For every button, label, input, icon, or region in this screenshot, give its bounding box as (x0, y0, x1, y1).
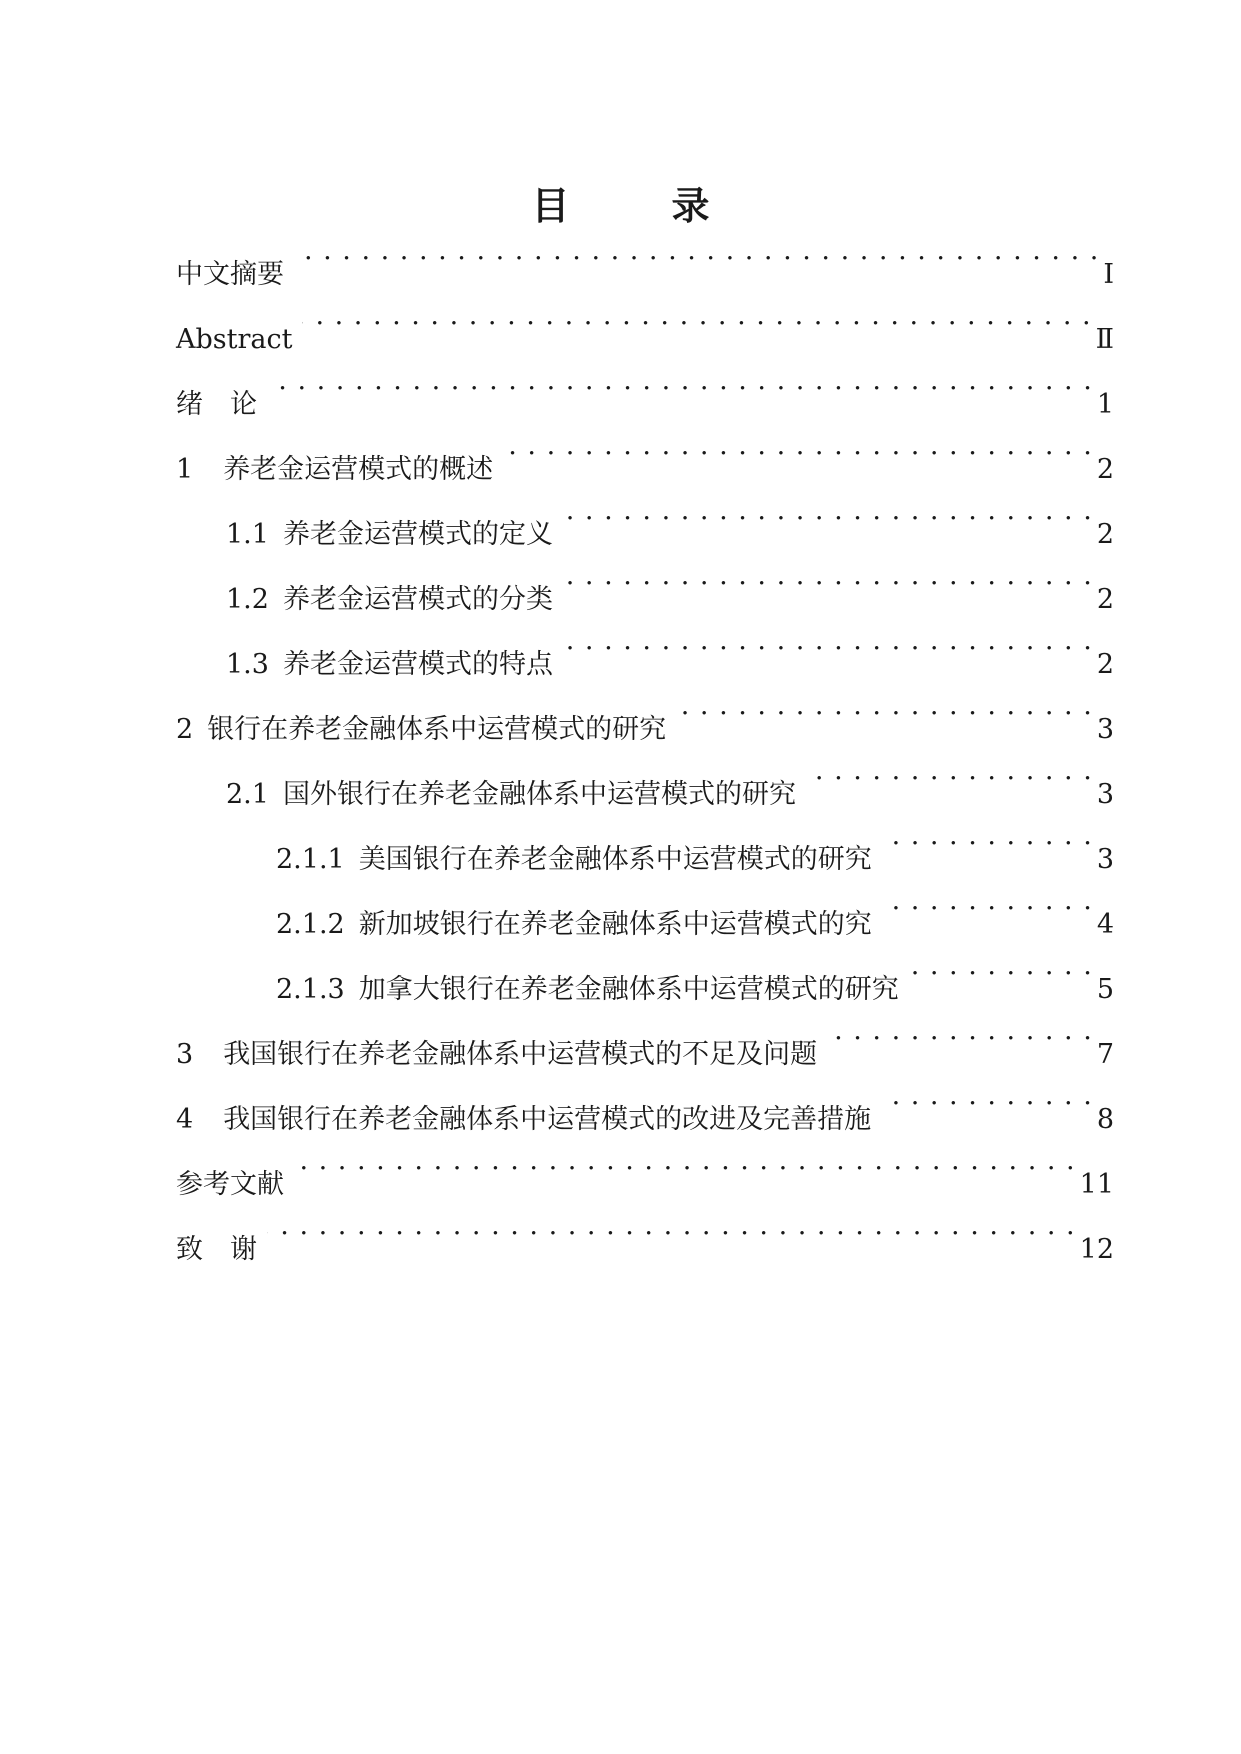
toc-entry-label: 养老金运营模式的概述 (223, 454, 494, 485)
toc-entry-label: 新加坡银行在养老金融体系中运营模式的究 (358, 909, 872, 940)
toc-entry-label: 加拿大银行在养老金融体系中运营模式的研究 (358, 974, 899, 1005)
toc-entry-page: 4 (1096, 909, 1114, 940)
toc-entry-page: 2 (1096, 454, 1114, 485)
toc-entry-page: 2 (1096, 519, 1114, 550)
dot-leader (294, 1128, 1076, 1193)
dot-leader (676, 673, 1093, 738)
toc-entry-label: 中文摘要 (176, 259, 284, 290)
toc-entry-page: 7 (1096, 1039, 1114, 1070)
dot-leader (909, 933, 1093, 998)
dot-leader (882, 803, 1093, 868)
toc-entry-number: 2.1 (226, 779, 269, 810)
toc-entry-page: 3 (1096, 714, 1114, 745)
toc-entry-page: 12 (1079, 1234, 1114, 1265)
table-of-contents (176, 218, 1114, 1265)
toc-entry-page: 2 (1096, 649, 1114, 680)
toc-entry-label: 美国银行在养老金融体系中运营模式的研究 (358, 844, 872, 875)
toc-entry-number: 4 (176, 1104, 194, 1135)
toc-entry-number: 1 (176, 454, 194, 485)
dot-leader (503, 413, 1093, 478)
toc-entry-introduction[interactable] (176, 348, 1114, 420)
dot-leader (267, 1193, 1076, 1258)
toc-entry-page: 11 (1079, 1169, 1114, 1200)
toc-entry-label: 养老金运营模式的分类 (282, 584, 553, 615)
dot-leader (563, 478, 1093, 543)
toc-entry-label: 致 谢 (176, 1234, 257, 1265)
dot-leader (827, 998, 1093, 1063)
toc-entry-page: Ⅰ (1103, 259, 1114, 290)
toc-entry-references[interactable] (176, 1128, 1114, 1200)
toc-entry-number: 2.1.3 (276, 974, 345, 1005)
toc-entry-acknowledgements[interactable] (176, 1193, 1114, 1265)
toc-entry-page: 2 (1096, 584, 1114, 615)
toc-entry-number: 2.1.2 (276, 909, 345, 940)
dot-leader (881, 1063, 1093, 1128)
toc-entry-label: 银行在养老金融体系中运营模式的研究 (207, 714, 667, 745)
toc-entry-number: 1.2 (226, 584, 269, 615)
toc-entry-label: 养老金运营模式的定义 (282, 519, 553, 550)
toc-entry-number: 1.1 (226, 519, 269, 550)
toc-entry-label: 我国银行在养老金融体系中运营模式的不足及问题 (223, 1039, 818, 1070)
toc-entry-page: Ⅱ (1095, 324, 1114, 355)
dot-leader (302, 283, 1091, 348)
toc-entry-abstract-cn[interactable] (176, 218, 1114, 290)
toc-entry-page: 8 (1096, 1104, 1114, 1135)
dot-leader (267, 348, 1093, 413)
toc-entry-chapter-1[interactable] (176, 413, 1114, 485)
page-title: 目 录 (531, 183, 742, 229)
toc-entry-page: 1 (1096, 389, 1114, 420)
toc-entry-page: 3 (1096, 844, 1114, 875)
dot-leader (563, 543, 1093, 608)
dot-leader (294, 218, 1099, 283)
toc-entry-number: 2 (176, 714, 194, 745)
toc-entry-label: Abstract (176, 324, 293, 355)
toc-entry-label: 我国银行在养老金融体系中运营模式的改进及完善措施 (223, 1104, 872, 1135)
toc-entry-abstract-en[interactable] (176, 283, 1114, 355)
toc-entry-label: 参考文献 (176, 1169, 284, 1200)
toc-entry-page: 3 (1096, 779, 1114, 810)
dot-leader (882, 868, 1093, 933)
toc-entry-label: 养老金运营模式的特点 (282, 649, 553, 680)
toc-entry-number: 2.1.1 (276, 844, 345, 875)
toc-entry-label: 绪 论 (176, 389, 257, 420)
dot-leader (806, 738, 1093, 803)
dot-leader (563, 608, 1093, 673)
toc-entry-label: 国外银行在养老金融体系中运营模式的研究 (282, 779, 796, 810)
toc-entry-number: 1.3 (226, 649, 269, 680)
toc-entry-number: 3 (176, 1039, 194, 1070)
toc-entry-page: 5 (1096, 974, 1114, 1005)
